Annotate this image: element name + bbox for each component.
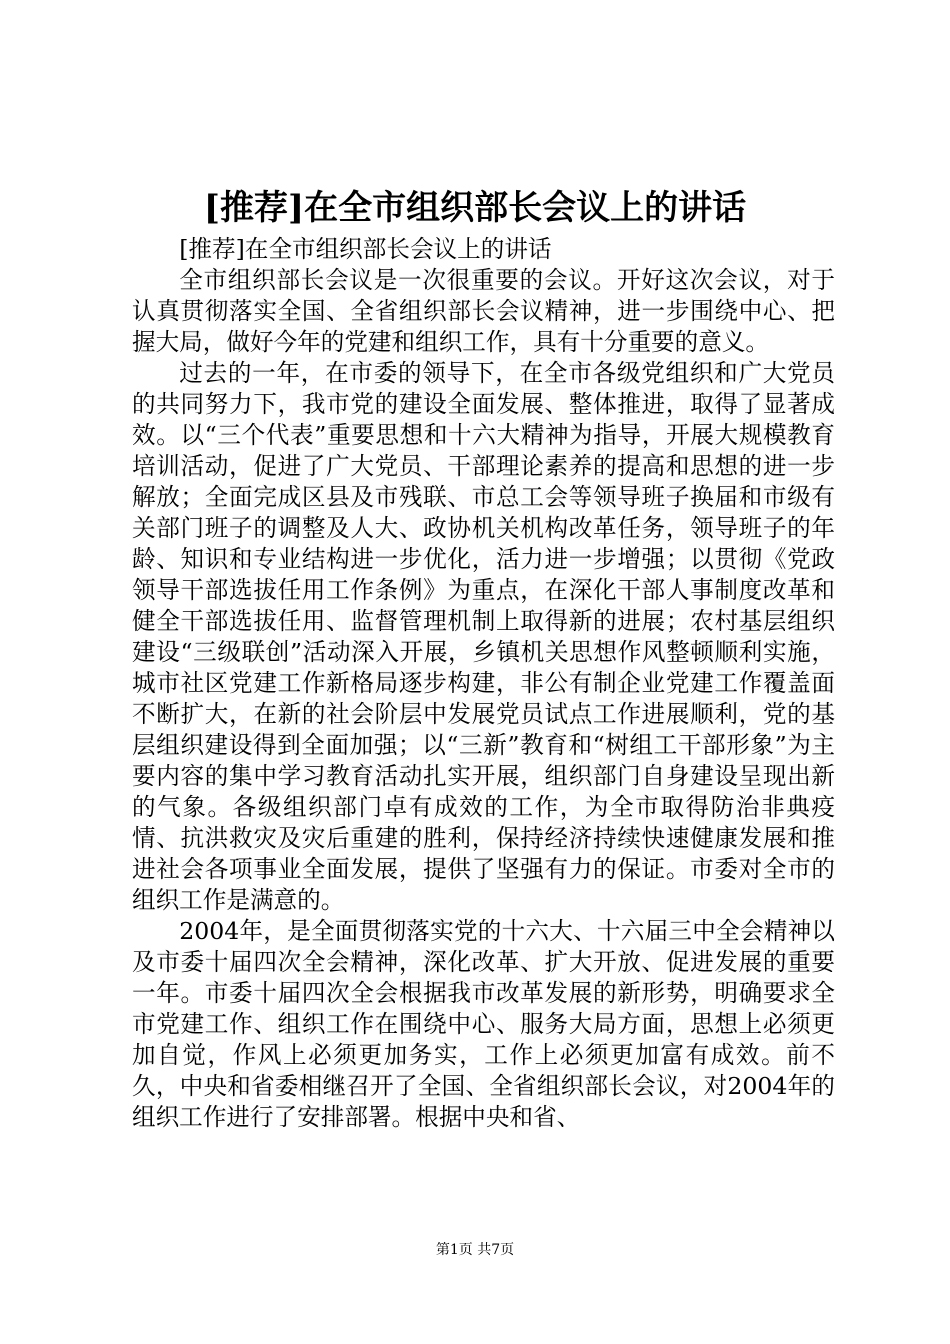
page-number-footer: 第1页 共7页 (435, 1242, 515, 1258)
paragraph-intro: 全市组织部长会议是一次很重要的会议。开好这次会议，对于认真贯彻落实全国、全省组织部长会议精神，进一步围绕中心、把握大局，做好今年的党建和组织工作，具有十分重要的意义。 (132, 266, 835, 356)
paragraph-subtitle: [推荐]在全市组织部长会议上的讲话 (179, 235, 552, 263)
document-title: [推荐]在全市组织部长会议上的讲话 (203, 188, 747, 228)
paragraph-2004: 2004年，是全面贯彻落实党的十六大、十六届三中全会精神以及市委十届四次全会精神，深化改革、扩大开放、促进发展的重要一年。市委十届四次全会根据我市改革发展的新形势，明确要求全市党建工作、组织工作在围绕中心、服务大局方面，思想上必须更加自觉，作风上必须更加务实，工作上必须更加富有成效。前不久，中央和省委相继召开了全国、全省组织部长会议，对2004年的组织工作进行了安排部署。根据中央和省、 (132, 917, 835, 1131)
paragraph-past-year: 过去的一年，在市委的领导下，在全市各级党组织和广大党员的共同努力下，我市党的建设全面发展、整体推进，取得了显著成效。以“三个代表”重要思想和十六大精神为指导，开展大规模教育培训活动，促进了广大党员、干部理论素养的提高和思想的进一步解放；全面完成区县及市残联、市总工会等领导班子换届和市级有关部门班子的调整及人大、政协机关机构改革任务，领导班子的年龄、知识和专业结构进一步优化，活力进一步增强；以贯彻《党政领导干部选拔任用工作条例》为重点，在深化干部人事制度改革和健全干部选拔任用、监督管理机制上取得新的进展；农村基层组织建设“三级联创”活动深入开展，乡镇机关思想作风整顿顺利实施，城市社区党建工作新格局逐步构建，非公有制企业党建工作覆盖面不断扩大，在新的社会阶层中发展党员试点工作进展顺利，党的基层组织建设得到全面加强；以“三新”教育和“树组工干部形象”为主要内容的集中学习教育活动扎实开展，组织部门自身建设呈现出新的气象。各级组织部门卓有成效的工作，为全市取得防治非典疫情、抗洪救灾及灾后重建的胜利，保持经济持续快速健康发展和推进社会各项事业全面发展，提供了坚强有力的保证。市委对全市的组织工作是满意的。 (132, 359, 835, 914)
document-body (132, 234, 835, 1133)
